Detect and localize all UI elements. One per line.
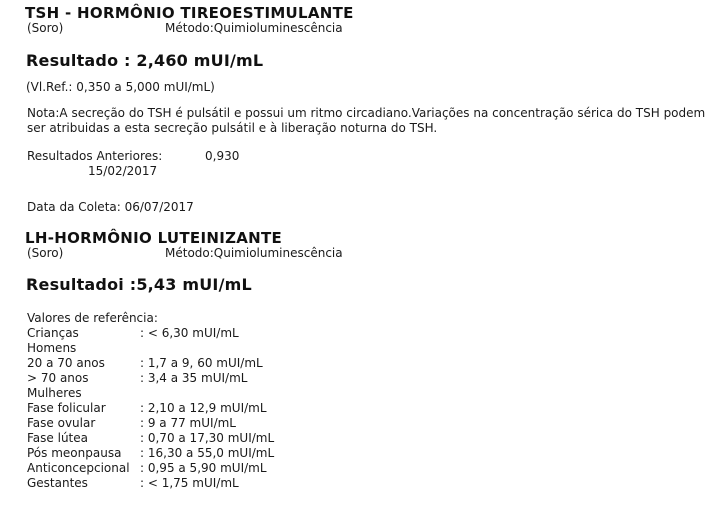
reference-row-label: Gestantes xyxy=(27,476,88,490)
reference-row-label: Crianças xyxy=(27,326,79,340)
reference-row-label: Fase folicular xyxy=(27,401,106,415)
reference-row-value: : 0,95 a 5,90 mUI/mL xyxy=(140,461,267,475)
tsh-result-value: Resultado : 2,460 mUI/mL xyxy=(26,51,264,70)
lh-specimen-label: (Soro) xyxy=(27,246,64,260)
tsh-specimen-label: (Soro) xyxy=(27,21,64,35)
previous-results-label: Resultados Anteriores: xyxy=(27,149,163,163)
lh-result-value: Resultadoi :5,43 mUI/mL xyxy=(26,275,252,294)
reference-row xyxy=(27,371,274,386)
reference-row-value: : 1,7 a 9, 60 mUI/mL xyxy=(140,356,263,370)
reference-row-value: : 16,30 a 55,0 mUI/mL xyxy=(140,446,275,460)
reference-row xyxy=(27,401,274,416)
reference-row xyxy=(27,416,274,431)
reference-row xyxy=(27,446,274,461)
tsh-method-label: Método:Quimioluminescência xyxy=(165,21,343,35)
reference-row-label: Mulheres xyxy=(27,386,82,400)
reference-row xyxy=(27,326,274,341)
reference-row xyxy=(27,476,274,491)
tsh-note: Nota:A secreção do TSH é pulsátil e possui um ritmo circadiano.Variações na concentração sérica do TSH podem ser atribuidas a esta secreção pulsátil e à liberação noturna do TSH. xyxy=(27,106,706,135)
reference-values-title: Valores de referência: xyxy=(27,311,158,325)
reference-row-value: : 2,10 a 12,9 mUI/mL xyxy=(140,401,267,415)
tsh-section-title: TSH - HORMÔNIO TIREOESTIMULANTE xyxy=(25,4,354,22)
reference-row xyxy=(27,341,274,356)
reference-values-list xyxy=(27,326,274,491)
reference-row-label: Anticoncepcional xyxy=(27,461,130,475)
reference-row-label: Pós meonpausa xyxy=(27,446,122,460)
previous-result-date: 15/02/2017 xyxy=(88,164,158,178)
previous-result-value: 0,930 xyxy=(205,149,240,163)
reference-row-label: Fase lútea xyxy=(27,431,88,445)
reference-row-value: : < 1,75 mUI/mL xyxy=(140,476,239,490)
tsh-reference-range: (Vl.Ref.: 0,350 a 5,000 mUI/mL) xyxy=(26,80,215,94)
reference-row xyxy=(27,386,274,401)
reference-row xyxy=(27,356,274,371)
reference-row xyxy=(27,461,274,476)
reference-row-label: Fase ovular xyxy=(27,416,96,430)
reference-row-label: Homens xyxy=(27,341,77,355)
lh-section-title: LH-HORMÔNIO LUTEINIZANTE xyxy=(25,229,283,247)
reference-row-label: > 70 anos xyxy=(27,371,89,385)
reference-row-value: : < 6,30 mUI/mL xyxy=(140,326,239,340)
lh-method-label: Método:Quimioluminescência xyxy=(165,246,343,260)
reference-row xyxy=(27,431,274,446)
reference-row-label: 20 a 70 anos xyxy=(27,356,105,370)
reference-row-value: : 9 a 77 mUI/mL xyxy=(140,416,236,430)
reference-row-value: : 0,70 a 17,30 mUI/mL xyxy=(140,431,275,445)
reference-row-value: : 3,4 a 35 mUI/mL xyxy=(140,371,248,385)
collection-date: Data da Coleta: 06/07/2017 xyxy=(27,200,194,214)
